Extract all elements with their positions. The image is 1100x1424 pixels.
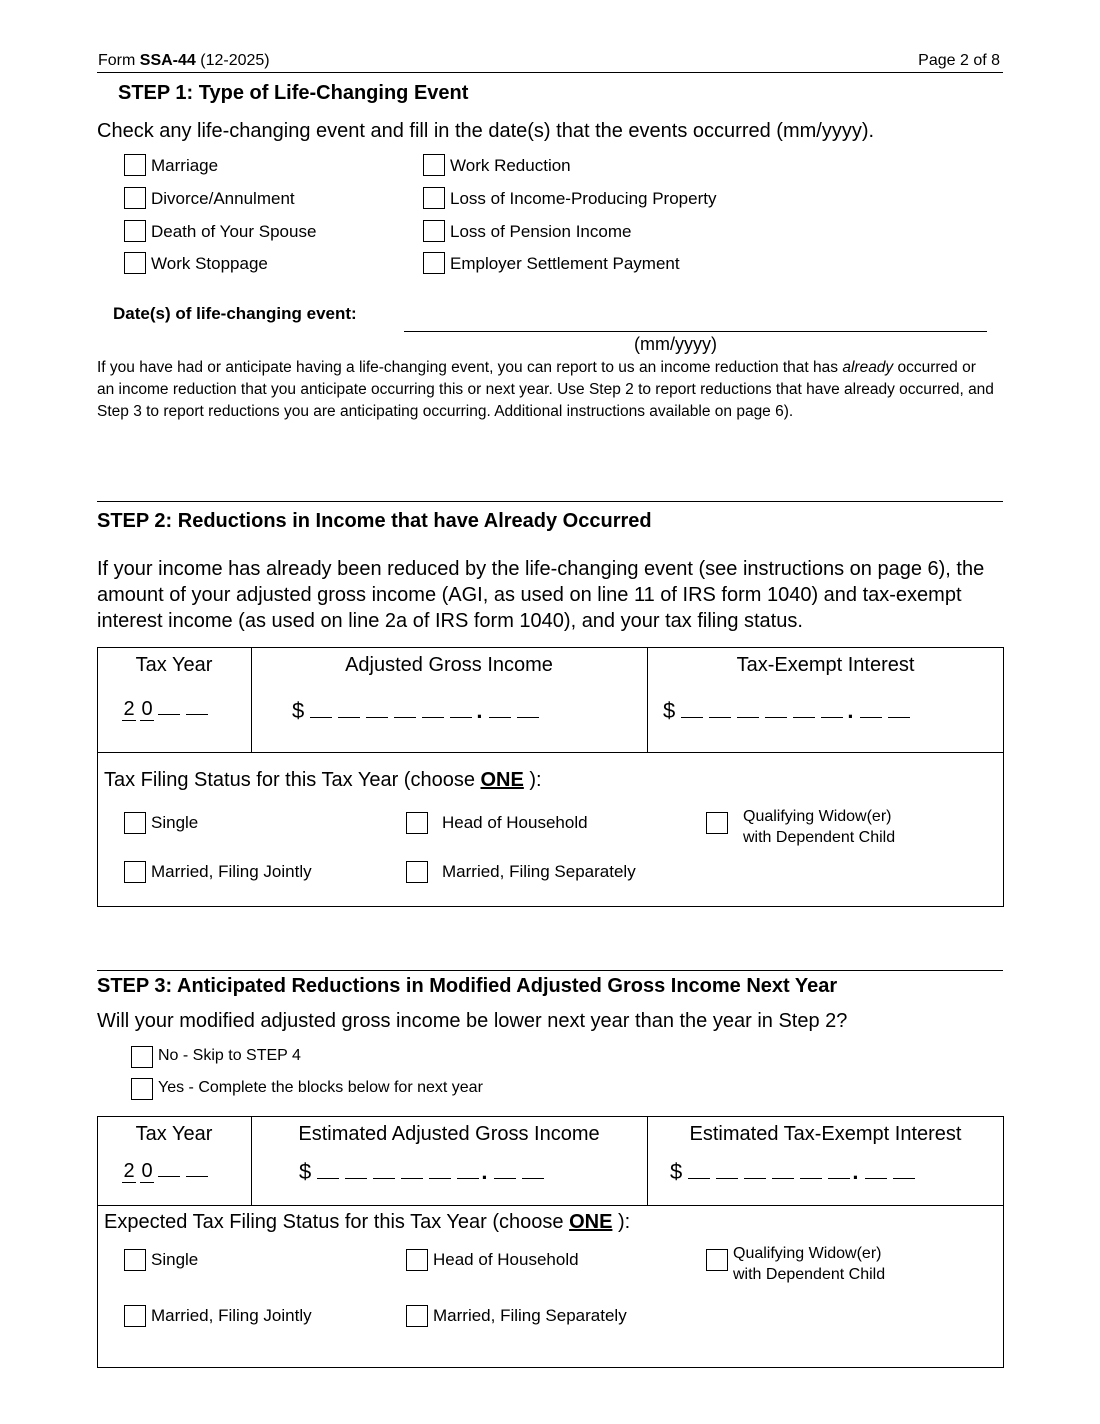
checkbox-loss-income-property[interactable] xyxy=(423,187,445,209)
widow-line-1: Qualifying Widow(er) xyxy=(733,1245,882,1262)
step3-label-mfs: Married, Filing Separately xyxy=(433,1306,627,1325)
step2-label-mfj: Married, Filing Jointly xyxy=(151,862,312,881)
widow-line-1: Qualifying Widow(er) xyxy=(743,808,892,825)
step3-label-widow xyxy=(733,1243,885,1285)
note-italic: already xyxy=(842,359,894,376)
header-rule xyxy=(97,72,1003,73)
step3-question: Will your modified adjusted gross income be lower next year than the year in Step 2? xyxy=(97,1010,848,1032)
step3-label-yes: Yes - Complete the blocks below for next year xyxy=(158,1079,483,1096)
filing-prefix: Tax Filing Status for this Tax Year (choose xyxy=(104,769,481,791)
step2-rule xyxy=(97,501,1003,502)
step2-filing-status-label xyxy=(104,769,542,792)
filing-one: ONE xyxy=(480,769,524,791)
label-employer-settlement: Employer Settlement Payment xyxy=(450,254,680,273)
step3-checkbox-no[interactable] xyxy=(131,1046,153,1068)
label-divorce: Divorce/Annulment xyxy=(151,189,295,208)
step3-title: STEP 3: Anticipated Reductions in Modified Adjusted Gross Income Next Year xyxy=(97,975,838,997)
year-digit: 2 xyxy=(123,1160,135,1182)
dollar-sign: $ xyxy=(670,1159,683,1184)
step3-filing-status-label xyxy=(104,1211,630,1234)
step3-label-no: No - Skip to STEP 4 xyxy=(158,1047,301,1064)
filing-suffix: ): xyxy=(612,1211,631,1233)
date-label: Date(s) of life-changing event: xyxy=(113,304,357,323)
step3-col-tax-year: Tax Year xyxy=(135,1123,213,1145)
dollar-sign: $ xyxy=(663,698,676,723)
step3-col-agi: Estimated Adjusted Gross Income xyxy=(298,1123,600,1145)
checkbox-loss-pension[interactable] xyxy=(423,220,445,242)
label-death-of-spouse: Death of Your Spouse xyxy=(151,222,317,241)
step3-agi-input[interactable]: $ . xyxy=(299,1158,544,1185)
step2-label-hoh: Head of Household xyxy=(442,813,588,832)
checkbox-work-stoppage[interactable] xyxy=(124,252,146,274)
year-digit: 2 xyxy=(123,698,135,720)
checkbox-death-of-spouse[interactable] xyxy=(124,220,146,242)
filing-suffix: ): xyxy=(523,769,542,791)
filing-one: ONE xyxy=(569,1211,613,1233)
step3-rule xyxy=(97,970,1003,971)
step3-year-input[interactable] xyxy=(122,1156,208,1183)
step2-title: STEP 2: Reductions in Income that have Already Occurred xyxy=(97,510,652,532)
step3-checkbox-mfs[interactable] xyxy=(406,1305,428,1327)
checkbox-work-reduction[interactable] xyxy=(423,154,445,176)
dollar-sign: $ xyxy=(299,1159,312,1184)
page-number: Page 2 of 8 xyxy=(918,52,1000,69)
label-work-stoppage: Work Stoppage xyxy=(151,254,268,273)
form-date: (12-2025) xyxy=(195,52,270,69)
step1-instruction: Check any life-changing event and fill in the date(s) that the events occurred (mm/yyyy). xyxy=(97,120,875,142)
step2-label-widow xyxy=(743,806,895,848)
step2-agi-input[interactable]: $ . xyxy=(292,697,539,724)
step2-col-agi: Adjusted Gross Income xyxy=(345,654,553,676)
step2-checkbox-mfj[interactable] xyxy=(124,861,146,883)
step2-label-single: Single xyxy=(151,813,199,832)
step3-label-single: Single xyxy=(151,1250,199,1269)
step2-checkbox-mfs[interactable] xyxy=(406,861,428,883)
date-format-hint: (mm/yyyy) xyxy=(634,334,717,354)
step2-checkbox-hoh[interactable] xyxy=(406,812,428,834)
step3-table xyxy=(97,1116,1004,1368)
step3-label-hoh: Head of Household xyxy=(433,1250,579,1269)
step3-checkbox-yes[interactable] xyxy=(131,1078,153,1100)
step3-checkbox-widow[interactable] xyxy=(706,1249,728,1271)
note-text-2: occurred or an income reduction that you anticipate occurring this or next year. Use Step 2 to report reductions that have already occurred, and Step 3 to report reductions you are anticipating occurring. Additional instructions available on page 6). xyxy=(97,359,994,420)
filing-prefix: Expected Tax Filing Status for this Tax Year (choose xyxy=(104,1211,570,1233)
label-loss-pension: Loss of Pension Income xyxy=(450,222,632,241)
step3-checkbox-mfj[interactable] xyxy=(124,1305,146,1327)
label-loss-income-property: Loss of Income-Producing Property xyxy=(450,189,717,208)
dollar-sign: $ xyxy=(292,698,305,723)
step2-instruction: If your income has already been reduced by the life-changing event (see instructions on page 6), the amount of your adjusted gross income (AGI, as used on line 11 of IRS form 1040) and tax-exempt interest income (as used on line 2a of IRS form 1040), and your tax filing status. xyxy=(97,558,985,632)
date-input-line[interactable] xyxy=(404,331,987,332)
step2-checkbox-single[interactable] xyxy=(124,812,146,834)
checkbox-marriage[interactable] xyxy=(124,154,146,176)
step3-col-interest: Estimated Tax-Exempt Interest xyxy=(689,1123,962,1145)
checkbox-divorce[interactable] xyxy=(124,187,146,209)
label-work-reduction: Work Reduction xyxy=(450,156,571,175)
label-marriage: Marriage xyxy=(151,156,219,175)
form-number: SSA-44 xyxy=(139,52,196,69)
year-digit: 0 xyxy=(141,698,153,720)
step2-row-divider xyxy=(97,752,1004,753)
widow-line-2: with Dependent Child xyxy=(733,1266,886,1283)
step2-year-input[interactable] xyxy=(122,694,208,721)
step2-col-tax-year: Tax Year xyxy=(135,654,213,676)
step1-note xyxy=(97,357,997,423)
step2-interest-input[interactable]: $ . xyxy=(663,697,910,724)
step1-title: STEP 1: Type of Life-Changing Event xyxy=(118,82,469,104)
step2-checkbox-widow[interactable] xyxy=(706,812,728,834)
step3-checkbox-single[interactable] xyxy=(124,1249,146,1271)
checkbox-employer-settlement[interactable] xyxy=(423,252,445,274)
step3-label-mfj: Married, Filing Jointly xyxy=(151,1306,312,1325)
step3-row-divider xyxy=(97,1205,1004,1206)
step3-checkbox-hoh[interactable] xyxy=(406,1249,428,1271)
step2-label-mfs: Married, Filing Separately xyxy=(442,862,636,881)
widow-line-2: with Dependent Child xyxy=(743,829,896,846)
note-text-1: If you have had or anticipate having a life-changing event, you can report to us an income reduction that has xyxy=(97,359,843,376)
year-digit: 0 xyxy=(141,1160,153,1182)
step2-col-interest: Tax-Exempt Interest xyxy=(736,654,915,676)
form-id xyxy=(98,52,270,70)
step3-interest-input[interactable]: $ . xyxy=(670,1158,915,1185)
form-prefix: Form xyxy=(98,52,140,69)
